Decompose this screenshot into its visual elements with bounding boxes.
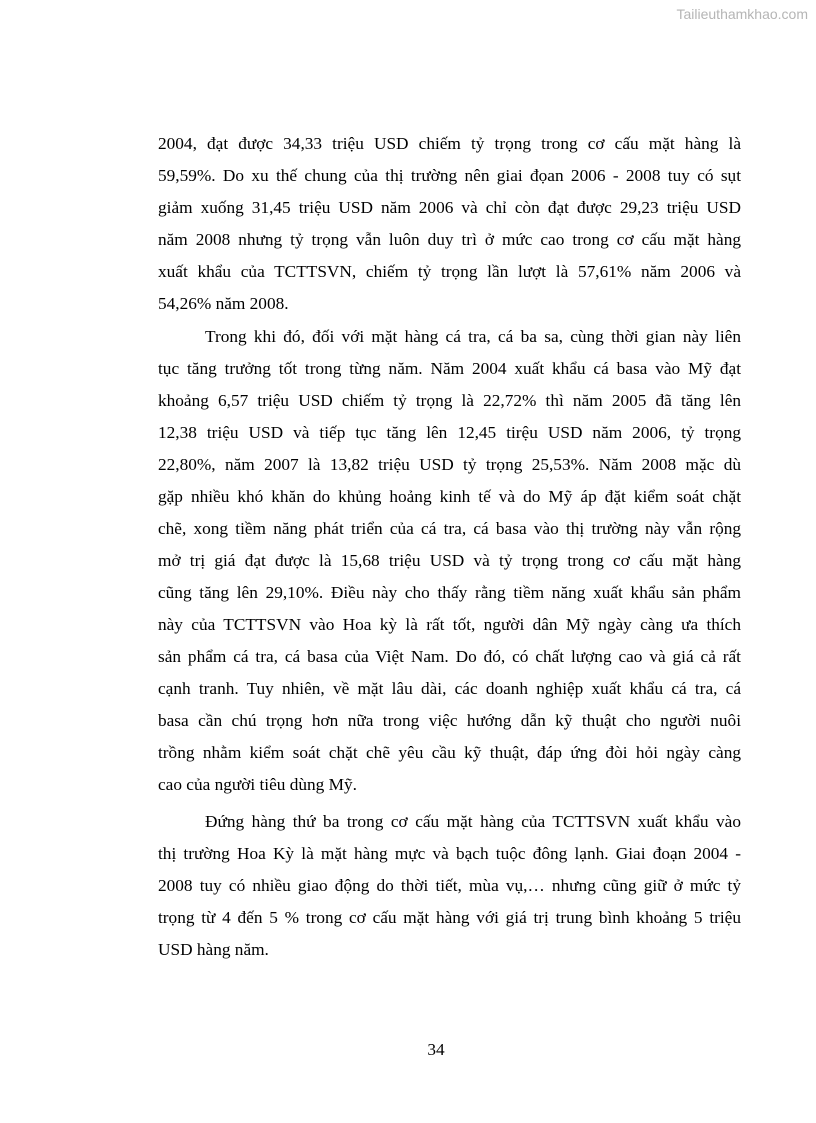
paragraph-3 bbox=[158, 806, 741, 966]
text-line: 54,26% năm 2008. bbox=[158, 294, 289, 313]
text-line: giảm xuống 31,45 triệu USD năm 2006 và chỉ còn đạt được 29,23 triệu USD bbox=[158, 198, 741, 217]
document-body bbox=[158, 128, 741, 966]
text-line: trọng từ 4 đến 5 % trong cơ cấu mặt hàng với giá trị trung bình khoảng 5 triệu bbox=[158, 908, 741, 927]
text-line: tục tăng trưởng tốt trong từng năm. Năm 2004 xuất khẩu cá basa vào Mỹ đạt bbox=[158, 359, 741, 378]
text-line: mở trị giá đạt được là 15,68 triệu USD và tỷ trọng trong cơ cấu mặt hàng bbox=[158, 551, 741, 570]
paragraph-1 bbox=[158, 128, 741, 320]
text-line: năm 2008 nhưng tỷ trọng vẫn luôn duy trì ở mức cao trong cơ cấu mặt hàng bbox=[158, 230, 741, 249]
text-line: 2008 tuy có nhiều giao động do thời tiết, mùa vụ,… nhưng cũng giữ ở mức tỷ bbox=[158, 876, 741, 895]
text-line: này của TCTTSVN vào Hoa kỳ là rất tốt, người dân Mỹ ngày càng ưa thích bbox=[158, 615, 741, 634]
text-line: thị trường Hoa Kỳ là mặt hàng mực và bạch tuộc đông lạnh. Giai đoạn 2004 - bbox=[158, 844, 741, 863]
text-line: basa cần chú trọng hơn nữa trong việc hướng dẫn kỹ thuật cho người nuôi bbox=[158, 711, 741, 730]
text-line: 22,80%, năm 2007 là 13,82 triệu USD tỷ trọng 25,53%. Năm 2008 mặc dù bbox=[158, 455, 741, 474]
text-line: xuất khẩu của TCTTSVN, chiếm tỷ trọng lần lượt là 57,61% năm 2006 và bbox=[158, 262, 741, 281]
text-line: 2004, đạt được 34,33 triệu USD chiếm tỷ trọng trong cơ cấu mặt hàng là bbox=[158, 134, 741, 153]
text-line: cao của người tiêu dùng Mỹ. bbox=[158, 775, 357, 794]
text-line: gặp nhiều khó khăn do khủng hoảng kinh tế và do Mỹ áp đặt kiểm soát chặt bbox=[158, 487, 741, 506]
text-line: 12,38 triệu USD và tiếp tục tăng lên 12,45 tirệu USD năm 2006, tỷ trọng bbox=[158, 423, 741, 442]
text-line: khoảng 6,57 triệu USD chiếm tỷ trọng là 22,72% thì năm 2005 đã tăng lên bbox=[158, 391, 741, 410]
text-line: sản phẩm cá tra, cá basa của Việt Nam. Do đó, có chất lượng cao và giá cả rất bbox=[158, 647, 741, 666]
watermark: Tailieuthamkhao.com bbox=[676, 6, 808, 22]
text-line: 59,59%. Do xu thế chung của thị trường nên giai đọan 2006 - 2008 tuy có sụt bbox=[158, 166, 741, 185]
text-line: Trong khi đó, đối với mặt hàng cá tra, cá ba sa, cùng thời gian này liên bbox=[205, 327, 741, 346]
page-number: 34 bbox=[427, 1040, 445, 1059]
text-line: Đứng hàng thứ ba trong cơ cấu mặt hàng của TCTTSVN xuất khẩu vào bbox=[205, 812, 741, 831]
text-line: cũng tăng lên 29,10%. Điều này cho thấy rằng tiềm năng xuất khẩu sản phẩm bbox=[158, 583, 741, 602]
text-line: USD hàng năm. bbox=[158, 940, 269, 959]
text-line: cạnh tranh. Tuy nhiên, về mặt lâu dài, các doanh nghiệp xuất khẩu cá tra, cá bbox=[158, 679, 741, 698]
text-line: trồng nhằm kiểm soát chặt chẽ yêu cầu kỹ thuật, đáp ứng đòi hỏi ngày càng bbox=[158, 743, 741, 762]
text-line: chẽ, xong tiềm năng phát triển của cá tra, cá basa vào thị trường này vẫn rộng bbox=[158, 519, 741, 538]
paragraph-2 bbox=[158, 321, 741, 801]
